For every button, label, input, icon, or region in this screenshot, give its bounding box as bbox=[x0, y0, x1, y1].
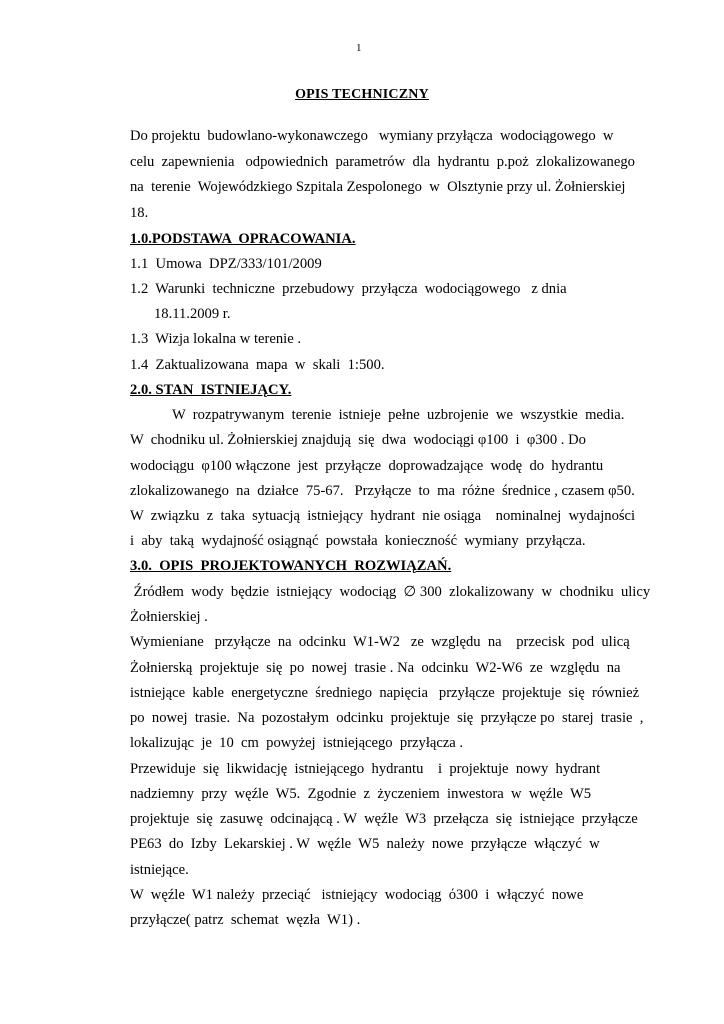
body-line: nadziemny przy węźle W5. Zgodnie z życzeniem inwestora w węźle W5 bbox=[130, 786, 592, 802]
body-line: W związku z taka sytuacją istniejący hydrant nie osiąga nominalnej wydajności bbox=[130, 508, 636, 524]
list-item: 1.2 Warunki techniczne przebudowy przyłącza wodociągowego z dnia bbox=[130, 281, 567, 297]
body-line: W węźle W1 należy przeciąć istniejący wodociąg ό300 i włączyć nowe bbox=[130, 887, 584, 903]
section-heading: 1.0.PODSTAWA OPRACOWANIA. bbox=[130, 231, 356, 247]
body-line: Do projektu budowlano-wykonawczego wymiany przyłącza wodociągowego w bbox=[130, 128, 614, 144]
body-line: istniejące kable energetyczne średniego napięcia przyłącze projektuje się również bbox=[130, 685, 640, 701]
body-line: Żołnierską projektuje się po nowej trasie . Na odcinku W2-W6 ze względu na bbox=[130, 660, 621, 676]
document-title: OPIS TECHNICZNY bbox=[295, 87, 429, 102]
page-number: 1 bbox=[356, 42, 362, 54]
section-heading: 2.0. STAN ISTNIEJĄCY. bbox=[130, 382, 292, 398]
body-line: na terenie Wojewódzkiego Szpitala Zespolonego w Olsztynie przy ul. Żołnierskiej bbox=[130, 179, 626, 195]
body-line: przyłącze( patrz schemat węzła W1) . bbox=[130, 912, 361, 928]
body-line: PE63 do Izby Lekarskiej . W węźle W5 należy nowe przyłącze włączyć w bbox=[130, 836, 600, 852]
list-item-continuation: 18.11.2009 r. bbox=[154, 306, 231, 322]
body-line: 18. bbox=[130, 205, 149, 221]
body-line: W chodniku ul. Żołnierskiej znajdują się dwa wodociągi φ100 i φ300 . Do bbox=[130, 432, 586, 448]
body-line: Źródłem wody będzie istniejący wodociąg ∅ 300 zlokalizowany w chodniku ulicy bbox=[130, 584, 651, 600]
body-line: wodociągu φ100 włączone jest przyłącze doprowadzające wodę do hydrantu bbox=[130, 458, 604, 474]
body-line: lokalizując je 10 cm powyżej istniejącego przyłącza . bbox=[130, 735, 464, 751]
list-item: 1.3 Wizja lokalna w terenie . bbox=[130, 331, 301, 347]
body-line: istniejące. bbox=[130, 862, 189, 878]
body-line: W rozpatrywanym terenie istnieje pełne uzbrojenie we wszystkie media. bbox=[172, 407, 625, 423]
body-line: i aby taką wydajność osiągnąć powstała konieczność wymiany przyłącza. bbox=[130, 533, 586, 549]
body-line: po nowej trasie. Na pozostałym odcinku projektuje się przyłącze po starej trasie , bbox=[130, 710, 644, 726]
list-item: 1.4 Zaktualizowana mapa w skali 1:500. bbox=[130, 357, 385, 373]
body-line: Wymieniane przyłącze na odcinku W1-W2 ze względu na przecisk pod ulicą bbox=[130, 634, 630, 650]
body-line: projektuje się zasuwę odcinającą . W węźle W3 przełącza się istniejące przyłącze bbox=[130, 811, 638, 827]
body-line: celu zapewnienia odpowiednich parametrów dla hydrantu p.poż zlokalizowanego bbox=[130, 154, 635, 170]
body-line: zlokalizowanego na działce 75-67. Przyłącze to ma różne średnice , czasem φ50. bbox=[130, 483, 635, 499]
body-line: Przewiduje się likwidację istniejącego hydrantu i projektuje nowy hydrant bbox=[130, 761, 601, 777]
section-heading: 3.0. OPIS PROJEKTOWANYCH ROZWIĄZAŃ. bbox=[130, 558, 452, 574]
body-line: Żołnierskiej . bbox=[130, 609, 208, 625]
list-item: 1.1 Umowa DPZ/333/101/2009 bbox=[130, 256, 322, 272]
